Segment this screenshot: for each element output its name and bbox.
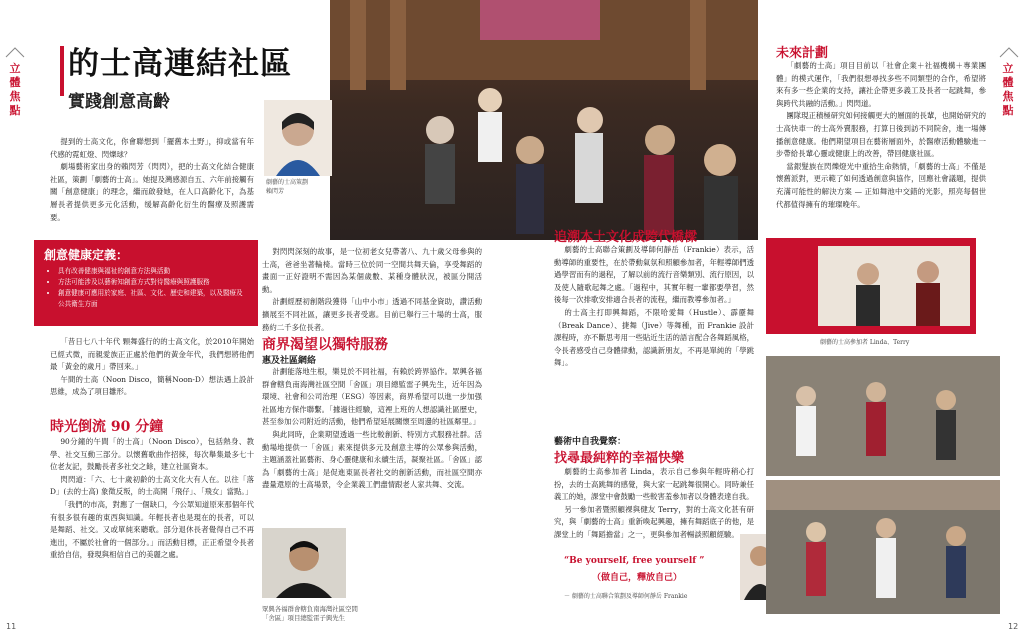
section4-kicker: 藝術中自我覺察： xyxy=(554,437,627,447)
definition-item: • 具有改善健康與福祉的創意方法與活動 xyxy=(58,266,248,277)
col2-paragraph: 計劃能落地生根，樂見於不同社福，有賴於跨界協作。眾興各福群會轄負南海灣社區空間「舍區」項目總監雷子興先生，近年因為環境、社會和公司治理（ESG）等因素，商界希望可以進一步加强社區地方保作聯繫。「據過往經驗，這裡上班的人想認識社區歷史，甚至参加公司附近的活動，他們希望延展關懷至周邊的社區鄰里。」 xyxy=(262,367,482,427)
col1-paragraph: 90分鐘的午間「的士高」（Noon Disco），包括熱身、教學、社交互動三部分。以懷舊歌曲作招徠，每次舉集最多七十位老友記，鼓勵長者多社交之餘，建立社區資本。 xyxy=(50,437,254,472)
section2-subtitle: 惠及社區網絡 xyxy=(262,356,317,366)
class-photo-2 xyxy=(766,480,1000,614)
section4-title: 找尋最純粹的幸福快樂 xyxy=(554,451,685,466)
future-title: 未來計劃 xyxy=(776,46,829,61)
col1-text-b xyxy=(50,436,254,562)
right-chevron-icon xyxy=(998,44,1020,58)
intro-paragraph: 劇場藝術家出身的賴閃芳（閃閃），把的士高文化結合健康社區，策劃「劇藝的士高」。她提及灣感源自五、六年前接觸有關「創意健康」的理念，繼而啟發她，在人口高齡化下，為基層長者提供更多元化活動，缓解高齡化衍生的醫療及照護需要。 xyxy=(50,162,254,222)
future-paragraph: 「劇藝的士高」項目目前以「社會企業＋社福機構＋專業團體」的模式運作，「我們很想尋找多些不同類型的合作，希望將來有多一些企業的支持，讓社企帶更多義工及長者一起跳舞，參與跨代共融的活動。」閃閃道。 xyxy=(776,61,986,108)
col1-paragraph: 「昔日七八十年代 顆舞盛行的的士高文化，於2010年開始已經式微，而親愛族正正處於他們的黃金年代，我們想將他們最「黃金的歲月」帶回來。」 xyxy=(50,337,254,372)
col2-text-a xyxy=(262,246,482,334)
definition-title: 創意健康定義： xyxy=(44,248,129,262)
portrait-photo xyxy=(264,100,332,176)
future-paragraph: 團隊現正積極研究如何接觸更大的層面的長輩，也開始研究的士高快車一的士高外賣服務，打算日後到訪不同院舍，進一場傳播創意健康。他們期望項目在藝術層面外，於醫療活動體驗進一步帶給長輩心靈或健康上的改善，帶回健康社區。 xyxy=(776,111,986,159)
col1-text-a xyxy=(50,336,254,399)
col3-text-a xyxy=(554,244,754,370)
future-paragraph: 當銀髮族在閃爍燈光中重拾生命熱情，「劇藝的士高」不僅是懷舊派對，更示範了如何透過創意與協作，回應社會議題，提供充滿可能性的解決方案 — 正如舞池中交錯的光影，照亮每個世代都值得擁有的璀璨晚年。 xyxy=(776,161,986,209)
quote-english: “Be yourself, free yourself ” xyxy=(564,556,705,566)
headline-subtitle: 實踐創意高齡 xyxy=(68,92,170,112)
definition-item: • 創意健康可應用於家庭、社區、文化、歷史和建築，以及醫療及公共衛生方面 xyxy=(58,288,248,310)
headline-title: 的士高連結社區 xyxy=(68,46,292,82)
future-text xyxy=(776,60,986,211)
definition-item: • 方法可能涉及以藝術知創意方式對待醫療與照護服務 xyxy=(58,277,248,288)
quote-attribution: － 劇藝的士高聯合策劃及導師何靜岳 Frankie xyxy=(564,593,688,600)
left-chevron-icon xyxy=(4,44,26,58)
title-accent-bar xyxy=(60,46,64,96)
intro-text xyxy=(50,136,254,224)
col3-paragraph: 的士高主打即興舞蹈，不限哈愛舞（Hustle）、霹靂舞（Break Dance）、捷舞（Jive）等舞種，而 Frankie 設計課程時，亦不斷思考用一些貼近生活的語言配合各舞蹈風格，令長者感受自己身體律動，認識新朋友，不再是單純的「學跳舞」。 xyxy=(554,307,754,368)
quote-chinese: （做自己，釋放自己） xyxy=(592,573,683,583)
col2-paragraph: 與此同時，企業期望透過一些比較創新、特別方式服務社群。活動場地提供一「舍區」素來提供多元及創意主導的公眾參與活動，主題涵蓋社區藝術、身心靈健康和永續生活，凝聚社區。「舍區」認為「劇藝的士高」是促進東區長者社交的創新活動，而社區空間亦盡量還原的士高場景，令企業義工們盡情跟老人家共舞、交流。 xyxy=(262,429,482,490)
manager-photo xyxy=(262,528,346,598)
col1-paragraph: 午間的士高（Noon Disco，簡稱Noon-D）想法遇上設計思維，成為了項目雛形。 xyxy=(50,374,254,397)
linda-terry-caption: 劇藝的士高參加者 Linda、Terry xyxy=(820,339,910,346)
col3-text-b xyxy=(554,466,754,542)
linda-terry-photo xyxy=(818,246,970,326)
right-side-label: 立體焦點 xyxy=(1002,62,1014,117)
page-number-left: 11 xyxy=(6,622,17,631)
col3-paragraph: 劇藝的士高聯合策劃及導師何靜岳（Frankie）表示，活動導師的重要性，在於帶動氣氛和照顧參加者，年輕導師們透過學習而有的過程，了解以前的流行音樂類別、流行原因，以及使人隨歌起舞之處。「過程中，其實年輕一輩都要學習，然後每一次排歌安排適合長者的流程，繼而教導參加者。」 xyxy=(554,245,754,305)
portrait-caption: 劇藝的士高策劃 賴閃芳 xyxy=(266,179,309,195)
class-photo-1 xyxy=(766,356,1000,476)
definition-box xyxy=(34,240,258,326)
section2-title: 商界渴望以獨特服務 xyxy=(262,337,388,353)
col3-paragraph: 另一參加者暨照顧裸與健友 Terry，對的士高文化甚有研究，與「劇藝的士高」重新喚起興趣，擁有舞蹈底子的他，是課堂上的「舞蹈擔當」之一，更與參加者暢談照顧經驗。 xyxy=(554,504,754,539)
page-number-right: 12 xyxy=(1008,622,1019,631)
left-side-label: 立體焦點 xyxy=(9,62,21,117)
manager-caption: 眾興各福群會轄負南海灣社區空間 「舍區」項目總監雷子興先生 xyxy=(262,605,358,622)
section1-title: 時光倒流 90 分鐘 xyxy=(50,419,164,435)
col3-paragraph: 劇藝的士高參加者 Linda，表示自己參與年輕時稍心打扮，去的士高跳舞的感覺，與大家一起跳舞很開心。同時兼任義工的她，課堂中會鼓勵一些較害羞參加者以身體表達自我。 xyxy=(554,467,754,502)
col1-paragraph: 「我們的市高，對應了一個缺口，今公眾知道原來那個年代有很多很有趣的東西與知識。年輕長者也是現在的長者，可以是舞蹈、社交。又或單純來聽歌。部分退休長者覺得自己不再進出，不屬於社會的一個部分。」而活動目標，正正希望令長者重拾自信，發現與相信自己的美麗之處。 xyxy=(50,499,254,560)
col2-paragraph: 計劃經歷初創階段獲得「山中小市」透過不同基金資助，讚活動擴展至不同社區，讓更多長者受惠。目前已舉行三十場的士高，服務約二千多位長者。 xyxy=(262,297,482,332)
intro-paragraph: 提到的士高文化，你會聯想到「擺舊本土野」，抑或當有年代感的霓虹燈、閃爍球？ xyxy=(50,137,254,159)
linda-terry-photo-frame xyxy=(766,238,976,334)
hero-dance-photo xyxy=(330,0,758,240)
col2-paragraph: 對閃閃深刻的故事，是一位初老女兒帶著八、九十歲父母參與的士高，爸爸坐著輪椅。當時三位於同一空間共舞天倫，享受舞蹈的畫面一正好證明不需因為某個歲數、某種身體狀況，被區分開活動。 xyxy=(262,247,482,294)
section3-title: 追溯本土文化成跨代橋樑 xyxy=(554,230,698,245)
col1-paragraph: 閃閃道：「六、七十歲初齡的士高文化大有人在。以往「落 D」(去的士高) 象徵反叛，的士高開「飛仔」、「飛女」當點。」 xyxy=(50,474,254,497)
col2-text-b xyxy=(262,366,482,492)
